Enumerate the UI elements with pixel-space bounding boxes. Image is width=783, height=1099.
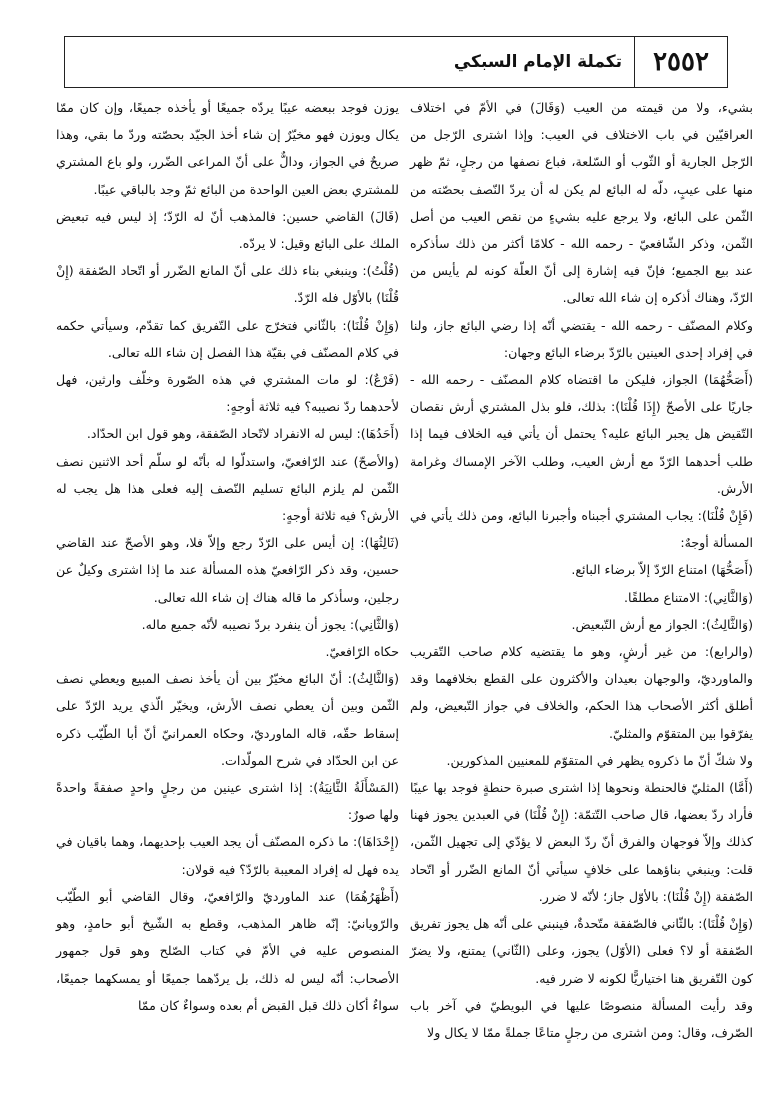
page-number: ٢٥٥٢ (634, 37, 727, 87)
paragraph: ولا شكّ أنّ ما ذكروه يظهر في المتقوّم للمعنيين المذكورين. (446, 752, 753, 768)
paragraph: (أَمَّا) المثليّ فالحنطة ونحوها إذا اشترى صبرة حنطةٍ فوجد بها عيبًا فأراد ردّ بعضها، قال صاحب التّتمّة: (إِنْ قُلْنَا) في العبدين يجوز فهنا كذلك وإلاّ فوجهان والفرق أنّ ردّ البعض لا يؤدّي إلى تجهيل الثّمن، قلت: وينبغي بناؤهما على خلافٍ سيأتي أنّ المانع الضّرر أو اتّحاد الصّفقة (إِنْ قُلْنَا): بالأوّل جاز؛ لأنّه لا ضرر. (410, 780, 753, 904)
paragraph: حكاه الرّافعيّ. (325, 644, 399, 660)
paragraph: (أَصَحُّهُمَا) الجواز، فليكن ما اقتضاه كلام المصنّف - رحمه الله - جاريًا على الأصحّ (إِذَا قُلْنَا): بذلك، فلو بذل المشتري أرش نقصان التّقيض هل يجبر البائع عليه؟ يحتمل أن يأتي فيه الخلاف فيما إذا طلب أحدهما الرّدّ مع أرش العيب، وطلب الآخر الإمساك وغرامة الأرش. (410, 372, 753, 496)
paragraph: (ثَالِثُهَا): إن أيس على الرّدّ رجع وإلاّ فلا، وهو الأصحّ عند القاضي حسين، وقد ذكر الرّافعيّ هذه المسألة عند ما إذا اشترى وكيلٌ عن رجلين، وسأذكر ما قاله هناك إن شاء الله تعالى. (56, 535, 399, 605)
paragraph: (وَإِنْ قُلْنَا): بالثّاني فتخرّج على التّفريق كما تقدّم، وسيأتي حكمه في كلام المصنّف في بقيّة هذا الفصل إن شاء الله تعالى. (56, 317, 399, 360)
paragraph: (والأصحّ) عند الرّافعيّ، واستدلّوا له بأنّه لو سلّم أحد الاثنين نصف الثّمن لم يلزم البائع تسليم النّصف إليه فعلى هذا هل يجب له الأرش؟ فيه ثلاثة أوجهٍ: (56, 453, 399, 524)
paragraph: (أَظْهَرُهُمَا) عند الماورديّ والرّافعيّ، وقال القاضي أبو الطّيّب والرّويانيّ: إنّه ظاهر المذهب، وقطع به الشّيخ أبو حامدٍ، وهو المنصوص عليه في الأمّ في كتاب الصّلح وهو قول جمهور الأصحاب: أنّه ليس له ذلك، بل يردّهما جميعًا أو يمسكهما جميعًا، سواءٌ أكان ذلك قبل القبض أم بعده وسواءٌ كان ممّا (56, 888, 399, 1013)
paragraph: (قُلْتُ): وينبغي بناء ذلك على أنّ المانع الضّرر أو اتّحاد الصّفقة (إِنْ قُلْنَا) بالأوّل فله الرّدّ. (56, 263, 399, 306)
paragraph: يوزن فوجد ببعضه عيبًا يردّه جميعًا أو يأخذه جميعًا، وإن كان ممّا يكال ويوزن فهو مخيّرٌ إن شاء أخذ الجيّد بحصّته وردّ ما بقي، وهذا صريحٌ في الجواز، ودالٌّ على أنّ المراعى الضّرر، ولو باع المشتري للمشتري بعض العين الواحدة من البائع ثمّ وجد بالباقي عيبًا. (56, 100, 399, 197)
paragraph: (قَالَ) القاضي حسين: فالمذهب أنّ له الرّدّ؛ إذ ليس فيه تبعيض الملك على البائع وقيل: لا يردّه. (56, 208, 399, 252)
paragraph: (وَالثَّالِثُ): أنّ البائع مخيّرٌ بين أن يأخذ نصف المبيع ويعطي نصف الثّمن وبين أن يعطي نصف الأرش، ويخيّر الّذي يريد الرّدّ على إسقاط حقّه، قاله الماورديّ، وحكاه العمرانيّ أنّ أبا الطّيّب ذكره عن ابن الحدّاد في شرح المولّدات. (56, 671, 399, 768)
page-header (64, 36, 728, 88)
paragraph: (أَصَحُّهَا) امتناع الرّدّ إلاّ برضاء البائع. (571, 562, 753, 578)
paragraph: (أَحَدُهَا): ليس له الانفراد لاتّحاد الصّفقة، وهو قول ابن الحدّاد. (86, 426, 399, 442)
paragraph: (المَسْأَلَةُ الثَّانِيَةُ): إذا اشترى عينين من رجلٍ واحدٍ صفقةً واحدةً ولها صورٌ: (56, 780, 399, 823)
paragraph: بشيء، ولا من قيمته من العيب (وَقَالَ) في الأمّ في اختلاف العراقيّين في باب الاختلاف في العيب: وإذا اشترى الرّجل من الرّجل الجارية أو الثّوب أو السّلعة، فباع نصفها من رجلٍ، ثمّ ظهر منها على عيبٍ، دلّه له البائع لم يكن له أن يردّ النّصف بحصّته من الثّمن على البائع، ولا يرجع عليه بشيءٍ من نقص العيب من أصل الثّمن، وذكر الشّافعيّ - رحمه الله - كلامًا أكثر من ذلك سأذكره عند بيع الجميع؛ فإنّ فيه إشارة إلى أنّ العلّة كونه لم يأيس من الرّدّ، وهناك أذكره إن شاء الله تعالى. (410, 100, 753, 306)
paragraph: (وَالثَّانِي): يجوز أن ينفرد بردّ نصيبه لأنّه جميع ماله. (141, 616, 399, 632)
paragraph: (وَالثَّانِي): الامتناع مطلقًا. (624, 589, 753, 605)
left-column (56, 94, 399, 1019)
paragraph: (والرابع): من غير أرشٍ، وهو ما يقتضيه كلام صاحب التّقريب والماورديّ، والوجهان بعيدان والأكثرون على القطع بخلافهما وقد أطلق أكثر الأصحاب هذا الحكم، والخلاف في جواز التّبعيض، ولم يفرّقوا بين المتقوّم والمثليّ. (410, 644, 753, 741)
paragraph: وكلام المصنّف - رحمه الله - يقتضي أنّه إذا رضي البائع جاز، ولنا في إفراد إحدى العينين بالرّدّ برضاء البائع وجهان: (410, 317, 753, 360)
paragraph: (فَإِنْ قُلْنَا): يجاب المشتري أجبناه وأجبرنا البائع، ومن ذلك يأتي في المسألة أوجهٌ: (410, 508, 753, 551)
paragraph: (وَإِنْ قُلْنَا): بالثّاني فالصّفقة متّحدةٌ، فينبني على أنّه هل يجوز تفريق الصّفقة أو لا؟ فعلى (الأوّل) يجوز، وعلى (الثّاني) يمتنع، ولا يضرّ كون التّفريق هنا اختياريًّا لكونه لا ضرر فيه. (410, 916, 753, 986)
paragraph: (فَرْعٌ): لو مات المشتري في هذه الصّورة وخلّف وارثين، فهل لأحدهما ردّ نصيبه؟ فيه ثلاثة أوجهٍ: (56, 372, 399, 415)
paragraph: وقد رأيت المسألة منصوصًا عليها في البويطيّ في آخر باب الصّرف، وقال: ومن اشترى من رجلٍ متاعًا جملةً ممّا لا يكال ولا (410, 997, 753, 1040)
right-column (410, 94, 753, 1046)
book-title: تكملة الإمام السبكي (453, 52, 622, 72)
paragraph: (وَالثَّالِثُ): الجواز مع أرش التّبعيض. (571, 616, 753, 632)
paragraph: (إِحْدَاهَا): ما ذكره المصنّف أن يجد العيب بإحديهما، وهما باقيان في يده فهل له إفراد المعيبة بالرّدّ؟ فيه قولان: (56, 834, 399, 877)
